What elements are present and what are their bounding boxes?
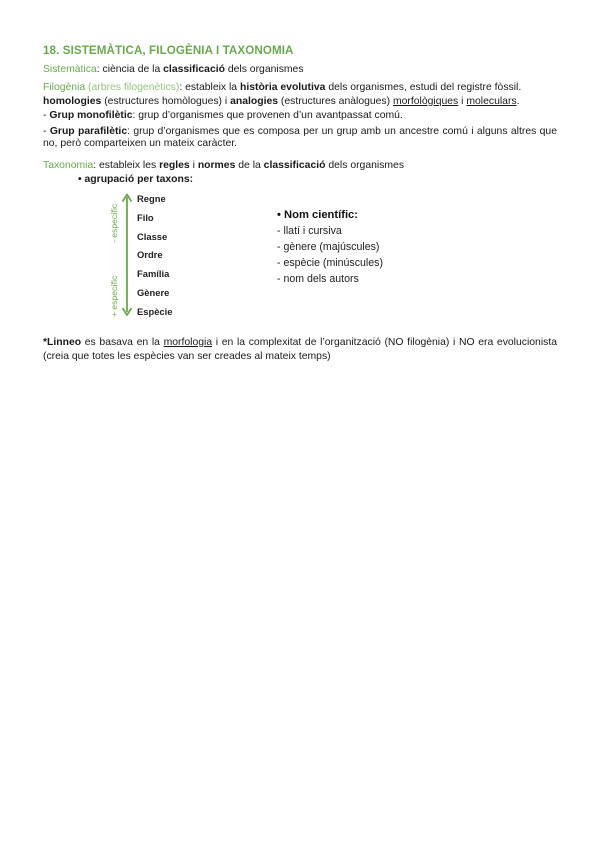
sistematica-term: Sistemàtica <box>43 64 97 75</box>
taxonomia-text-4: dels organismes <box>325 160 405 171</box>
linneo-text-2: i en la complexitat de l’organització (NO filogènia) i NO era evolucionista (creia que totes les espècies van ser creades al mateix temps) <box>43 337 558 362</box>
normes-bold: normes <box>197 160 236 171</box>
homologies-text-2: (estructures anàlogues) <box>278 96 393 107</box>
sistematica-text: : ciència de la <box>96 64 164 75</box>
monofiletic-prefix: - <box>43 110 50 121</box>
filogenia-term: Filogènia <box>43 82 86 93</box>
classificacio-bold: classificació <box>263 160 326 171</box>
analogies-bold: analogies <box>230 96 279 107</box>
morfologia-underline: morfologia <box>163 337 213 348</box>
moleculars-underline: moleculars <box>466 96 517 107</box>
rank-filo: Filo <box>137 212 154 223</box>
linneo-paragraph <box>43 336 557 364</box>
filogenia-text: : estableix la <box>179 82 240 93</box>
nom-cientific-heading: • Nom científic: <box>277 209 358 221</box>
agrupacio-heading: • agrupació per taxons: <box>78 174 194 185</box>
sistematica-text-end: dels organismes <box>224 64 304 75</box>
linneo-bold: *Linneo <box>43 337 82 348</box>
taxonomia-text-2: i <box>189 160 198 171</box>
regles-bold: regles <box>159 160 190 171</box>
sistematica-bold: classificació <box>163 64 225 75</box>
monofiletic-text: : grup d’organismes que provenen d’un avantpassat comú. <box>132 110 403 121</box>
morfologiques-underline: morfològiques <box>392 96 459 107</box>
nom-cientific-item: - espècie (minúscules) <box>277 257 383 269</box>
less-specific-label: - específic <box>109 203 119 243</box>
parafiletic-text: : grup d’organismes que es composa per un grup amb un ancestre comú i alguns altres que no, però comparteixen un mateix caràcter. <box>43 126 557 149</box>
nom-cientific-block <box>277 207 383 287</box>
page-title: 18. SISTEMÀTICA, FILOGÈNIA I TAXONOMIA <box>43 44 294 57</box>
parafiletic-prefix: - <box>43 126 50 137</box>
more-specific-label: + específic <box>109 275 119 317</box>
rank-familia: Família <box>137 268 170 279</box>
filogenia-text-end: dels organismes, estudi del registre fòssil. <box>325 82 522 93</box>
filogenia-paren: (arbres filogenètics) <box>85 82 180 93</box>
filogenia-bold: història evolutiva <box>239 82 326 93</box>
taxonomia-term: Taxonomia <box>43 160 94 171</box>
homologies-text-3: i <box>458 96 467 107</box>
rank-genere: Gènere <box>137 287 170 298</box>
nom-cientific-item: - nom dels autors <box>277 273 359 285</box>
rank-ordre: Ordre <box>137 249 163 260</box>
homologies-text: (estructures homòlogues) i <box>101 96 231 107</box>
rank-regne: Regne <box>137 193 166 204</box>
homologies-text-4: . <box>516 96 520 107</box>
nom-cientific-item: - llatí i cursiva <box>277 225 342 237</box>
taxonomia-text: : estableix les <box>93 160 160 171</box>
nom-cientific-item: - gènere (majúscules) <box>277 241 380 253</box>
rank-especie: Espècie <box>137 306 173 317</box>
parafiletic-bold: Grup parafilètic <box>49 126 128 137</box>
linneo-text: es basava en la <box>81 337 164 348</box>
taxonomia-text-3: de la <box>235 160 264 171</box>
monofiletic-bold: Grup monofilètic <box>49 110 133 121</box>
homologies-bold: homologies <box>43 96 102 107</box>
rank-classe: Classe <box>137 231 168 242</box>
